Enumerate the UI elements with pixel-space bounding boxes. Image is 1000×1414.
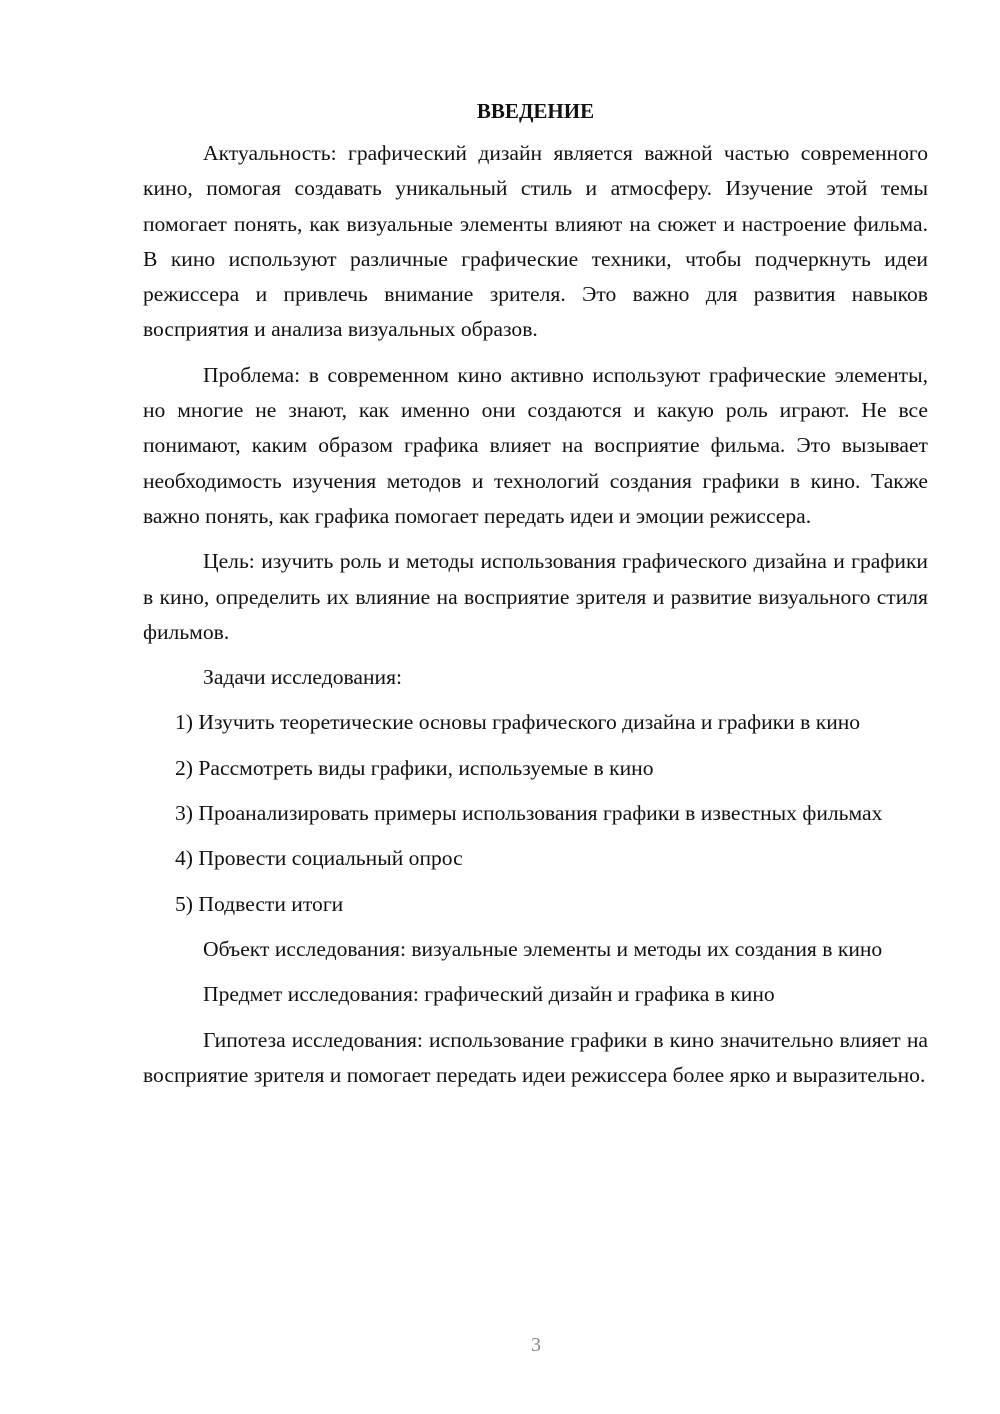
page-number: 3 xyxy=(531,1334,541,1356)
hypothesis-paragraph: Гипотеза исследования: использование графики в кино значительно влияет на восприятие зрителя и помогает передать идеи режиссера более ярко и выразительно. xyxy=(143,1027,928,1087)
task-item: 2) Рассмотреть виды графики, используемые в кино xyxy=(175,755,654,780)
goal-paragraph: Цель: изучить роль и методы использования графического дизайна и графики в кино, определить их влияние на восприятие зрителя и развитие визуального стиля фильмов. xyxy=(143,549,928,644)
document-page xyxy=(143,94,928,1103)
section-title: ВВЕДЕНИЕ xyxy=(476,99,595,123)
tasks-heading: Задачи исследования: xyxy=(203,665,403,690)
problem-paragraph: Проблема: в современном кино активно используют графические элементы, но многие не знают, как именно они создаются и какую роль играют. Не все понимают, каким образом графика влияет на восприятие фильма. Это вызывает необходимость изучения методов и технологий создания графики в кино. Также важно понять, как графика помогает передать идеи и эмоции режиссера. xyxy=(143,362,928,528)
subject-paragraph: Предмет исследования: графический дизайн и графика в кино xyxy=(203,982,775,1007)
object-paragraph: Объект исследования: визуальные элементы и методы их создания в кино xyxy=(203,936,883,961)
relevance-paragraph: Актуальность: графический дизайн является важной частью современного кино, помогая создавать уникальный стиль и атмосферу. Изучение этой темы помогает понять, как визуальные элементы влияют на сюжет и настроение фильма. В кино используют различные графические техники, чтобы подчеркнуть идеи режиссера и привлечь внимание зрителя. Это важно для развития навыков восприятия и анализа визуальных образов. xyxy=(143,141,928,342)
task-item: 3) Проанализировать примеры использования графики в известных фильмах xyxy=(175,801,883,826)
task-item: 1) Изучить теоретические основы графического дизайна и графики в кино xyxy=(175,710,861,735)
task-item: 5) Подвести итоги xyxy=(175,891,344,916)
task-item: 4) Провести социальный опрос xyxy=(175,846,463,871)
